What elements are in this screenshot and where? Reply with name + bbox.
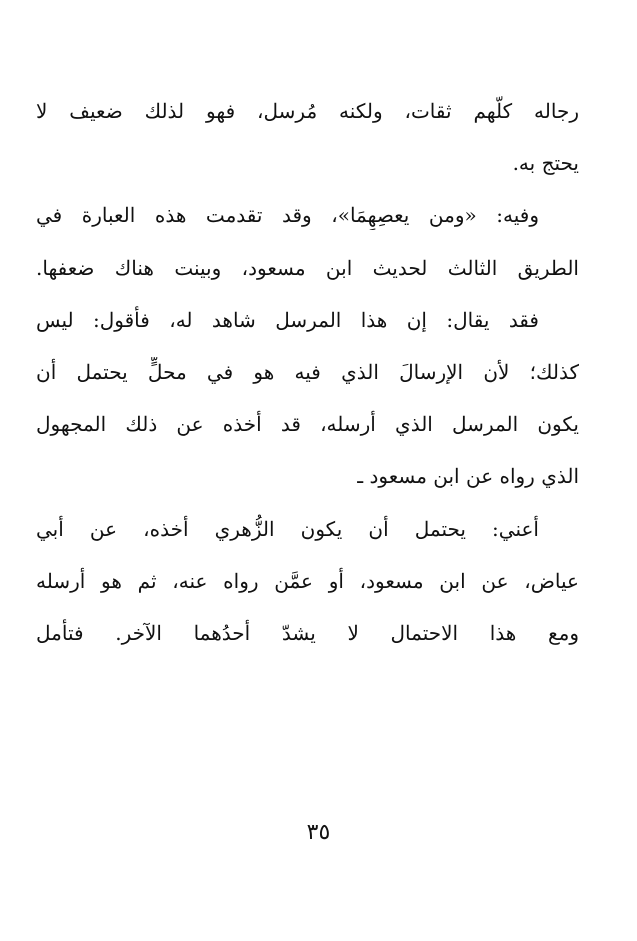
text-line: رجاله كلّهم ثقات، ولكنه مُرسل، فهو لذلك ضعيف لا (36, 99, 579, 123)
text-line: الذي رواه عن ابن مسعود ـ (357, 464, 579, 489)
page-number: ٣٥ (306, 820, 331, 845)
paragraph-start-line: فقد يقال: إن هذا المرسل شاهد له، فأقول: ليس (36, 307, 539, 332)
body-text (36, 96, 579, 670)
text-line: الطريق الثالث لحديث ابن مسعود، وبينت هناك ضعفها. (36, 255, 579, 280)
text-line: عياض، عن ابن مسعود، أو عمَّن رواه عنه، ثم هو أرسله (36, 568, 579, 593)
paragraph-start-line: أعني: يحتمل أن يكون الزُّهري أخذه، عن أبي (36, 516, 539, 541)
paragraph-start-line: وفيه: «ومن يعصِهِمَا»، وقد تقدمت هذه العبارة في (36, 203, 539, 228)
text-line: يحتج به. (512, 151, 579, 176)
text-line: ومع هذا الاحتمال لا يشدّ أحدُهما الآخر. فتأمل (36, 620, 579, 645)
text-line: يكون المرسل الذي أرسله، قد أخذه عن ذلك المجهول (36, 412, 579, 437)
text-line: كذلك؛ لأن الإرسالَ الذي فيه هو في محلٍّ يحتمل أن (36, 359, 579, 384)
